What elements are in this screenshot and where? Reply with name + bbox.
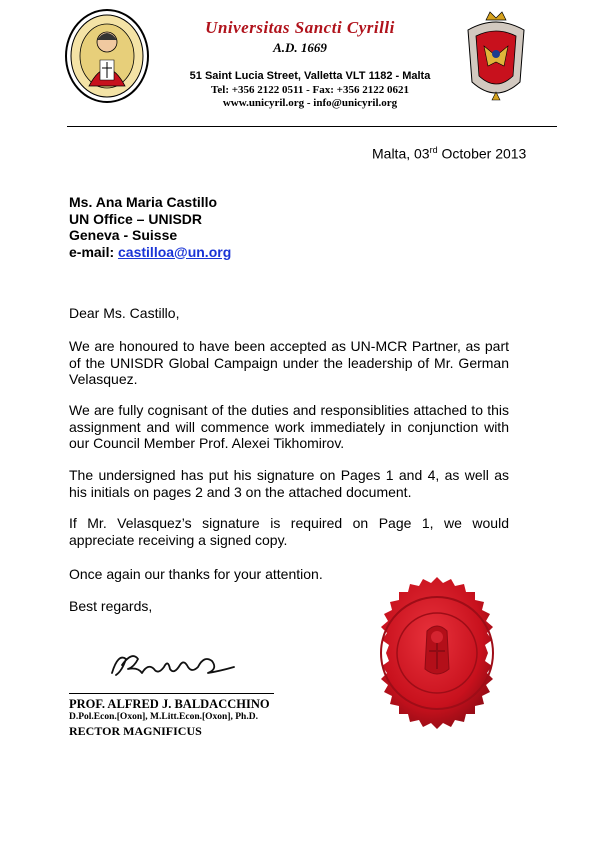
paragraph-5: Once again our thanks for your attention. [69, 566, 323, 582]
wax-seal-icon [357, 573, 517, 733]
recipient-location: Geneva - Suisse [69, 227, 178, 243]
saint-portrait-emblem-icon [64, 8, 150, 104]
handwritten-signature [108, 645, 238, 681]
recipient-office: UN Office – UNISDR [69, 210, 203, 227]
university-name: Universitas Sancti Cyrilli [205, 18, 395, 37]
date-day: Malta, 03 [372, 145, 430, 162]
recipient-block [69, 194, 231, 260]
recipient-name: Ms. Ana Maria Castillo [69, 194, 218, 210]
university-contact: Tel: +356 2122 0511 - Fax: +356 2122 0621 [211, 84, 409, 96]
coat-of-arms-emblem-icon [462, 8, 530, 104]
university-address: 51 Saint Lucia Street, Valletta VLT 1182 - Malta [189, 70, 431, 82]
founded-year: A.D. 1669 [273, 40, 327, 55]
date-month-year: October 2013 [437, 145, 527, 162]
letter-date [372, 145, 526, 162]
paragraph-4: If Mr. Velasquez’s signature is required on Page 1, we would appreciate receiving a signed copy. [69, 515, 509, 548]
university-web: www.unicyril.org - info@unicyril.org [222, 97, 398, 109]
paragraph-3: The undersigned has put his signature on Pages 1 and 4, as well as his initials on pages 2 and 3 on the attached document. [69, 467, 509, 500]
recipient-email-link[interactable]: castilloa@un.org [118, 243, 232, 260]
header-divider [67, 126, 557, 127]
paragraph-2: We are fully cognisant of the duties and responsiblities attached to this assignment and will commence work immediately in conjunction with our Council Member Prof. Alexei Tikhomirov. [69, 402, 509, 451]
signature-line [69, 693, 274, 694]
date-ordinal: rd [429, 145, 438, 155]
signatory-name: PROF. ALFRED J. BALDACCHINO [69, 697, 270, 711]
closing: Best regards, [69, 598, 153, 614]
salutation: Dear Ms. Castillo, [69, 305, 180, 321]
recipient-email-line [69, 244, 231, 261]
signatory-qualifications: D.Pol.Econ.[Oxon], M.Litt.Econ.[Oxon], Ph.D. [69, 712, 258, 722]
signatory-title: RECTOR MAGNIFICUS [69, 724, 202, 738]
recipient-email-label: e-mail: [69, 243, 119, 260]
paragraph-1: We are honoured to have been accepted as UN-MCR Partner, as part of the UNISDR Global Campaign under the leadership of Mr. German Velasquez. [69, 338, 509, 387]
